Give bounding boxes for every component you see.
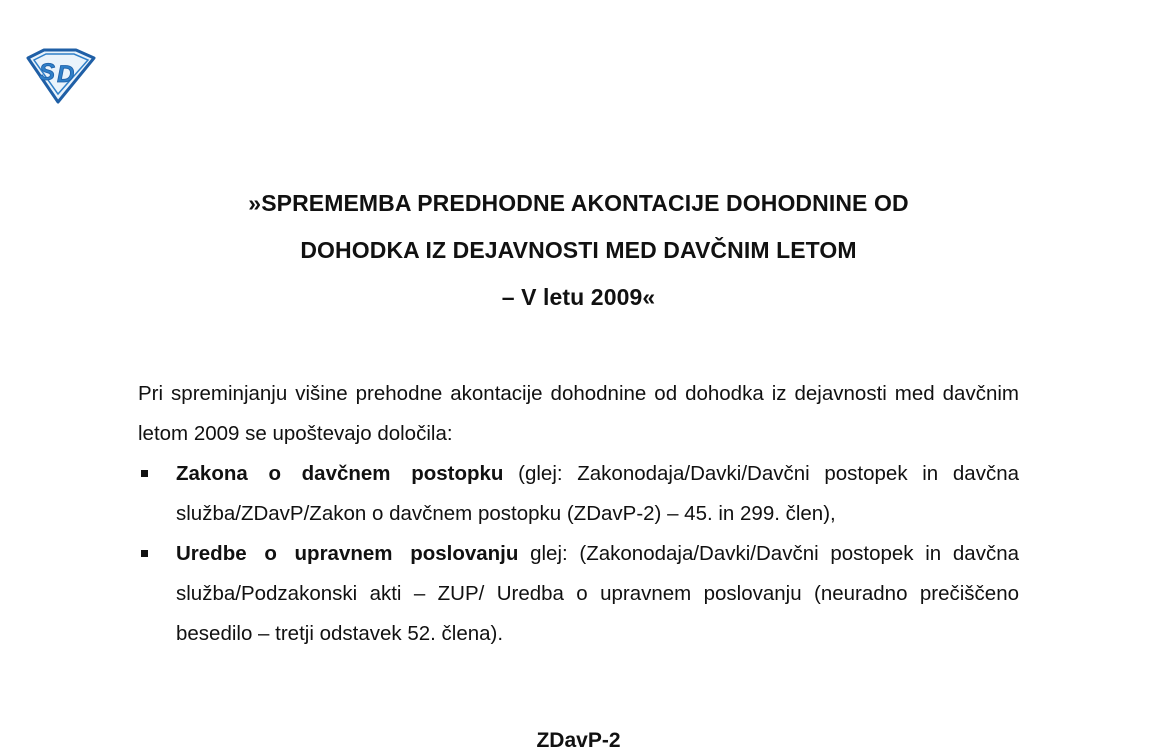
square-bullet-icon [141,550,148,557]
provisions-list [138,454,1019,654]
title-line-1: »SPREMEMBA PREDHODNE AKONTACIJE DOHODNINE OD [248,190,909,216]
title-line-3: – V letu 2009« [501,284,656,310]
intro-paragraph: Pri spreminjanju višine prehodne akontacije dohodnine od dohodka iz dejavnosti med davčnim letom 2009 se upoštevajo določila: [138,382,1019,445]
list-item [138,534,1019,654]
law-reference: (glej: Zakonodaja/Davki/Davčni postopek in davčna služba/ZDavP/Zakon o davčnem postopku (ZDavP-2) – 45. in 299. člen), [176,462,1019,525]
svg-text:S: S [39,59,56,86]
sd-logo-icon [22,48,96,104]
law-reference: glej: (Zakonodaja/Davki/Davčni postopek in davčna služba/Podzakonski akti – ZUP/ Uredba o upravnem poslovanju (neuradno prečiščeno besedilo – tretji odstavek 52. člena). [176,542,1019,645]
document-title [0,180,1157,321]
square-bullet-icon [141,470,148,477]
list-item [138,454,1019,534]
document-body [138,374,1019,654]
title-line-2: DOHODKA IZ DEJAVNOSTI MED DAVČNIM LETOM [300,237,857,263]
law-name: Zakona o davčnem postopku [176,462,504,485]
law-name: Uredbe o upravnem poslovanju [176,542,519,565]
section-heading: ZDavP-2 [536,729,621,752]
svg-text:D: D [57,61,75,88]
